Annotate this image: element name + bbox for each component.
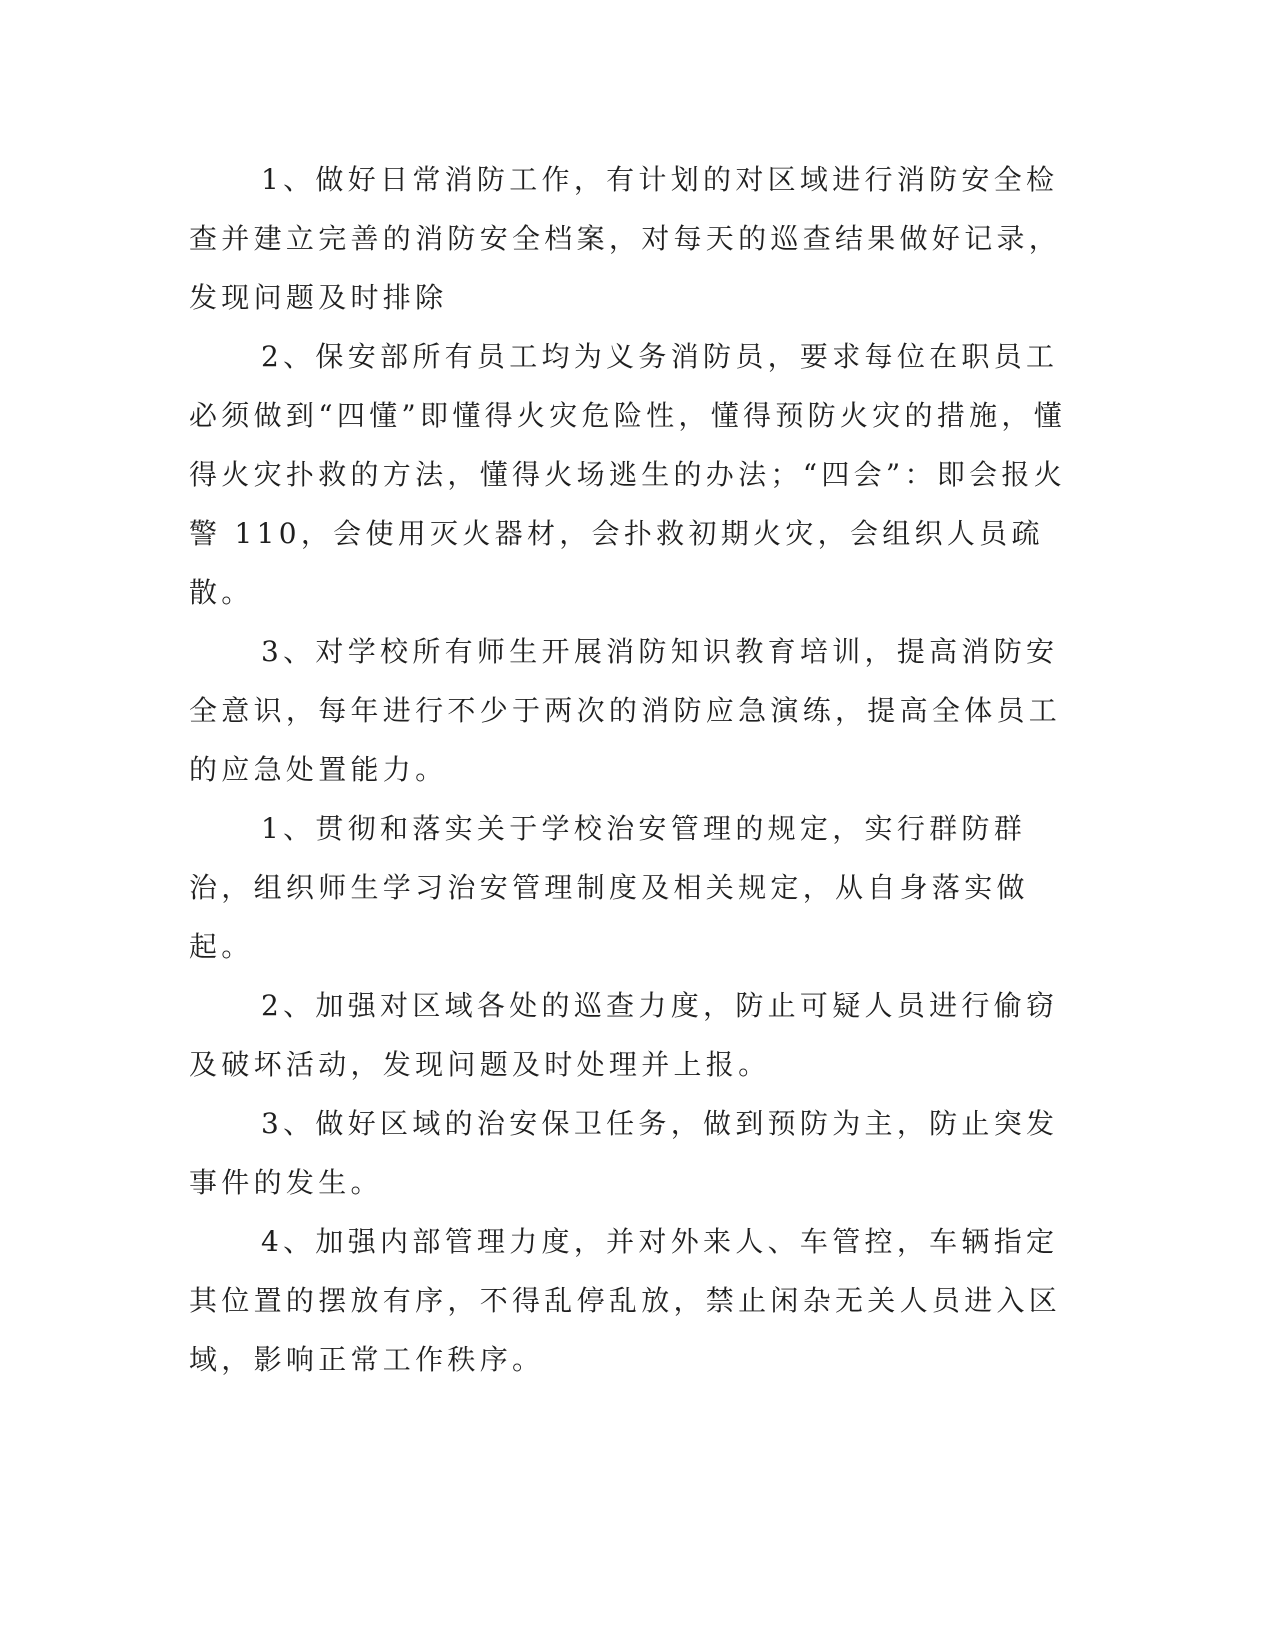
paragraph-security-4: 4、加强内部管理力度，并对外来人、车管控，车辆指定其位置的摆放有序，不得乱停乱放，禁止闲杂无关人员进入区域，影响正常工作秩序。 bbox=[189, 1225, 1062, 1376]
paragraph-fire-3: 3、对学校所有师生开展消防知识教育培训，提高消防安全意识，每年进行不少于两次的消防应急演练，提高全体员工的应急处置能力。 bbox=[189, 635, 1062, 786]
paragraph-security-1: 1、贯彻和落实关于学校治安管理的规定，实行群防群治，组织师生学习治安管理制度及相关规定，从自身落实做起。 bbox=[189, 812, 1029, 963]
document-body bbox=[189, 150, 1069, 1389]
paragraph-security-2: 2、加强对区域各处的巡查力度，防止可疑人员进行偷窃及破坏活动，发现问题及时处理并上报。 bbox=[189, 989, 1059, 1081]
paragraph-fire-1: 1、做好日常消防工作，有计划的对区域进行消防安全检查并建立完善的消防安全档案，对每天的巡查结果做好记录，发现问题及时排除 bbox=[189, 163, 1062, 314]
paragraph-fire-2: 2、保安部所有员工均为义务消防员，要求每位在职员工必须做到“四懂”即懂得火灾危险性，懂得预防火灾的措施，懂得火灾扑救的方法，懂得火场逃生的办法；“四会”：即会报火警 110，会使用灭火器材，会扑救初期火灾，会组织人员疏散。 bbox=[189, 340, 1067, 609]
paragraph-security-3: 3、做好区域的治安保卫任务，做到预防为主，防止突发事件的发生。 bbox=[189, 1107, 1059, 1199]
